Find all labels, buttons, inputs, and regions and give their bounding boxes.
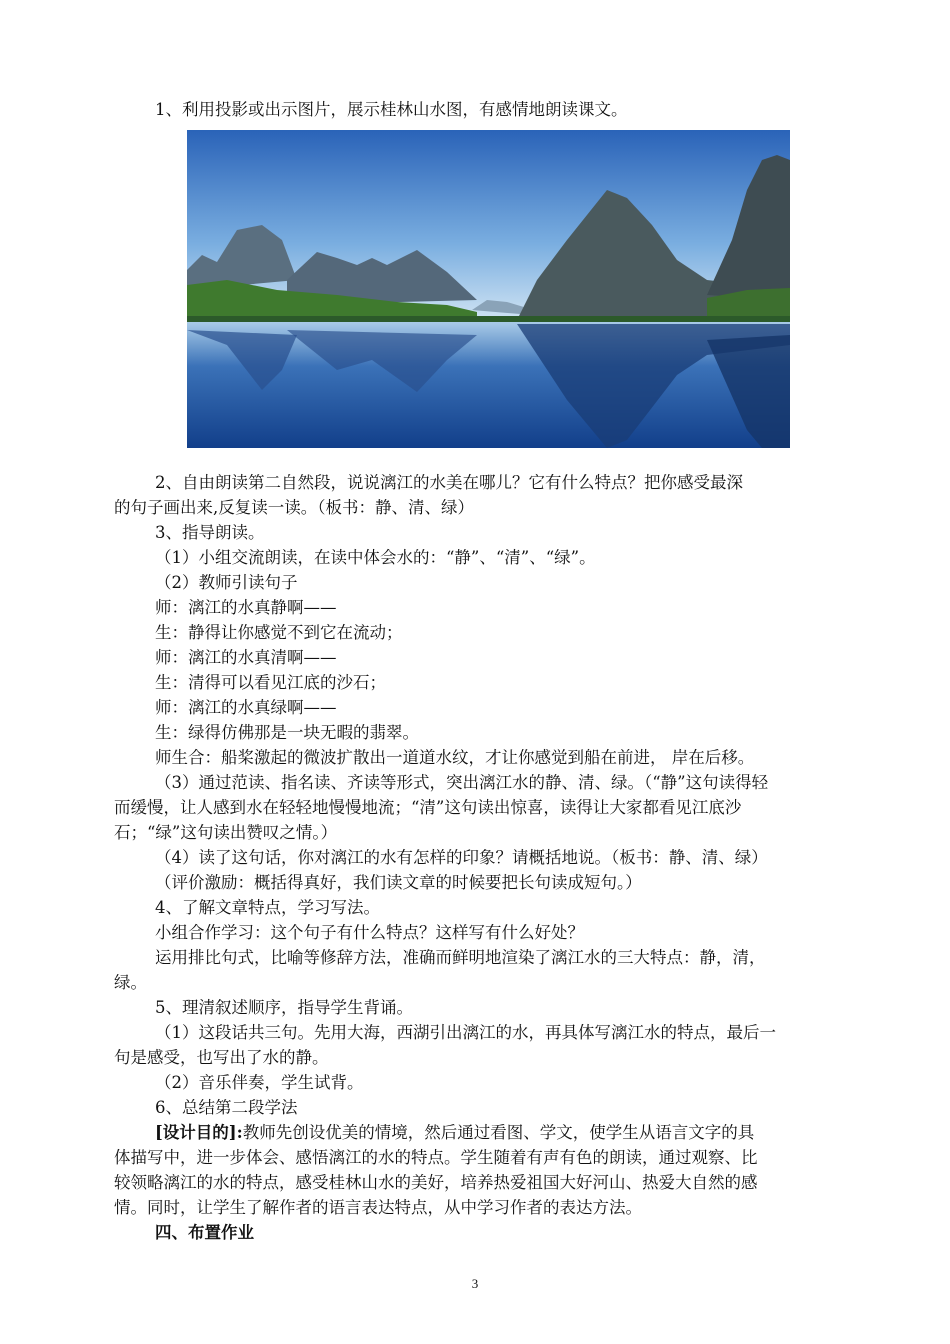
text-line-30: 情。同时，让学生了解作者的语言表达特点，从中学习作者的表达方法。: [114, 1198, 642, 1217]
text-line-6: （2）教师引读句子: [155, 573, 298, 592]
text-line-18: （评价激励：概括得真好，我们读文章的时候要把长句读成短句。）: [155, 873, 642, 892]
text-line-3: 的句子画出来,反复读一读。（板书：静、清、绿）: [114, 498, 474, 517]
text-line-28: 体描写中，进一步体会、感悟漓江的水的特点。学生随着有声有色的朗读，通过观察、比: [114, 1148, 758, 1167]
text-line-14: （3）通过范读、指名读、齐读等形式，突出漓江水的静、清、绿。（“静”这句读得轻: [155, 773, 769, 792]
guilin-landscape-photo: [187, 130, 790, 448]
text-line-5: （1）小组交流朗读，在读中体会水的：“静”、“清”、“绿”。: [155, 548, 596, 567]
text-line-29: 较领略漓江的水的特点，感受桂林山水的美好，培养热爱祖国大好河山、热爱大自然的感: [114, 1173, 758, 1192]
text-line-2: 2、自由朗读第二自然段，说说漓江的水美在哪儿？它有什么特点？把你感受最深: [155, 473, 743, 492]
page-number: 3: [471, 1276, 479, 1291]
text-line-21: 运用排比句式，比喻等修辞方法，准确而鲜明地渲染了漓江水的三大特点：静，清，: [155, 948, 766, 967]
text-line-1: 1、利用投影或出示图片，展示桂林山水图，有感情地朗读课文。: [155, 100, 628, 119]
text-line-11: 师：漓江的水真绿啊——: [155, 698, 337, 717]
text-line-4: 3、指导朗读。: [155, 523, 265, 542]
text-line-10: 生：清得可以看见江底的沙石；: [155, 673, 386, 692]
text-line-15: 而缓慢，让人感到水在轻轻地慢慢地流；“清”这句读出惊喜，读得让大家都看见江底沙: [114, 798, 742, 817]
text-line-16: 石；“绿”这句读出赞叹之情。）: [114, 823, 338, 842]
text-line-8: 生：静得让你感觉不到它在流动；: [155, 623, 403, 642]
text-line-26: （2）音乐伴奏，学生试背。: [155, 1073, 364, 1092]
text-line-22: 绿。: [114, 973, 147, 992]
text-line-7: 师：漓江的水真静啊——: [155, 598, 337, 617]
text-line-12: 生：绿得仿佛那是一块无暇的翡翠。: [155, 723, 419, 742]
text-line-25: 句是感受，也写出了水的静。: [114, 1048, 329, 1067]
design-purpose-label: [设计目的]:: [155, 1123, 243, 1142]
text-line-13: 师生合：船桨激起的微波扩散出一道道水纹，才让你感觉到船在前进， 岸在后移。: [155, 748, 755, 767]
text-line-23: 5、理清叙述顺序，指导学生背诵。: [155, 998, 413, 1017]
text-line-20: 小组合作学习：这个句子有什么特点？这样写有什么好处？: [155, 923, 584, 942]
text-line-27: 6、总结第二段学法: [155, 1098, 298, 1117]
design-purpose-line: [155, 1121, 754, 1145]
text-line-19: 4、了解文章特点，学习写法。: [155, 898, 380, 917]
text-line-24: （1）这段话共三句。先用大海，西湖引出漓江的水，再具体写漓江水的特点，最后一: [155, 1023, 776, 1042]
design-purpose-text: 教师先创设优美的情境，然后通过看图、学文，使学生从语言文字的具: [242, 1123, 755, 1142]
text-line-17: （4）读了这句话，你对漓江的水有怎样的印象？请概括地说。（板书：静、清、绿）: [155, 848, 768, 867]
section-heading-homework: 四、布置作业: [155, 1223, 254, 1242]
text-line-9: 师：漓江的水真清啊——: [155, 648, 337, 667]
